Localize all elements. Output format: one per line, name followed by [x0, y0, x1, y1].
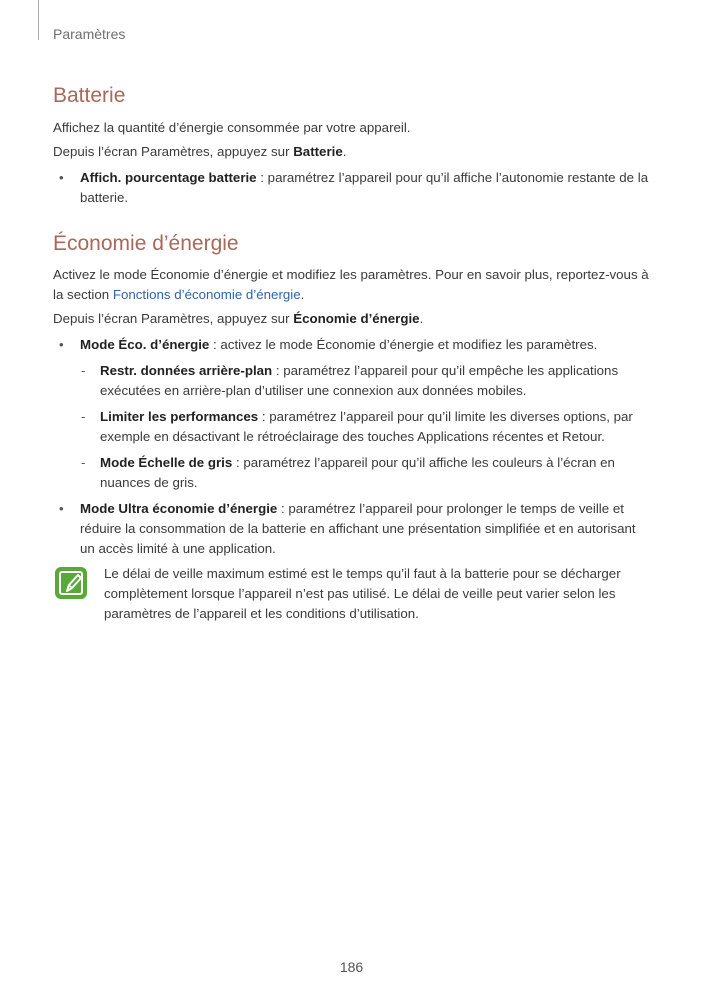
- page-number: 186: [339, 959, 364, 975]
- dash-mark: -: [81, 409, 86, 424]
- bullet-dot: •: [59, 501, 64, 516]
- bullet-mode-eco: • Mode Éco. d’énergie : activez le mode Économie d’énergie et modifiez les paramètres.: [53, 335, 653, 355]
- section-economie: [53, 232, 653, 624]
- header-rule: [38, 0, 39, 40]
- note-text: Le délai de veille maximum estimé est le temps qu’il faut à la batterie pour se décharger complètement lorsque l’appareil n’est pas utilisé. Le délai de veille peut varier selon les paramètres de l’appareil et les conditions d’utilisation.: [104, 566, 621, 621]
- section-title-batterie: Batterie: [53, 84, 126, 107]
- bullet-dot: •: [59, 337, 64, 352]
- bullet-affich-pourcentage: • Affich. pourcentage batterie : paramétrez l’appareil pour qu’il affiche l’autonomie restante de la batterie.: [59, 170, 649, 205]
- subitem-restr-donnees: - Restr. données arrière-plan : paramétrez l’appareil pour qu’il empêche les applications exécutées en arrière-plan d’utiliser une connexion aux données mobiles.: [81, 363, 619, 398]
- dash-mark: -: [81, 455, 86, 470]
- subitem-limiter-performances: - Limiter les performances : paramétrez l’appareil pour qu’il limite les diverses options, par exemple en désactivant le rétroéclairage des touches Applications récentes et Retour.: [81, 409, 633, 444]
- bullet-mode-ultra: • Mode Ultra économie d’énergie : paramétrez l’appareil pour prolonger le temps de veille et réduire la consommation de la batterie en affichant une présentation simplifiée et en autorisant un accès limité à une application.: [59, 501, 636, 556]
- economie-intro: Activez le mode Économie d’énergie et modifiez les paramètres. Pour en savoir plus, reportez-vous à la section Fonctions d’économie d’énergie.: [53, 267, 649, 302]
- batterie-intro: Affichez la quantité d’énergie consommée par votre appareil.: [53, 120, 411, 135]
- section-title-economie: Économie d’énergie: [53, 232, 239, 255]
- subitem-echelle-gris: - Mode Échelle de gris : paramétrez l’appareil pour qu’il affiche les couleurs à l’écran en nuances de gris.: [81, 455, 615, 490]
- dash-mark: -: [81, 363, 86, 378]
- page-content: [53, 84, 653, 624]
- bullet-dot: •: [59, 170, 64, 185]
- batterie-path: Depuis l’écran Paramètres, appuyez sur Batterie.: [53, 144, 347, 159]
- note-pencil-icon: [54, 566, 88, 600]
- link-fonctions-economie[interactable]: Fonctions d’économie d’énergie: [112, 287, 301, 302]
- economie-path: Depuis l’écran Paramètres, appuyez sur Économie d’énergie.: [53, 311, 424, 326]
- note-block: [53, 564, 653, 624]
- header-title: Paramètres: [53, 26, 126, 42]
